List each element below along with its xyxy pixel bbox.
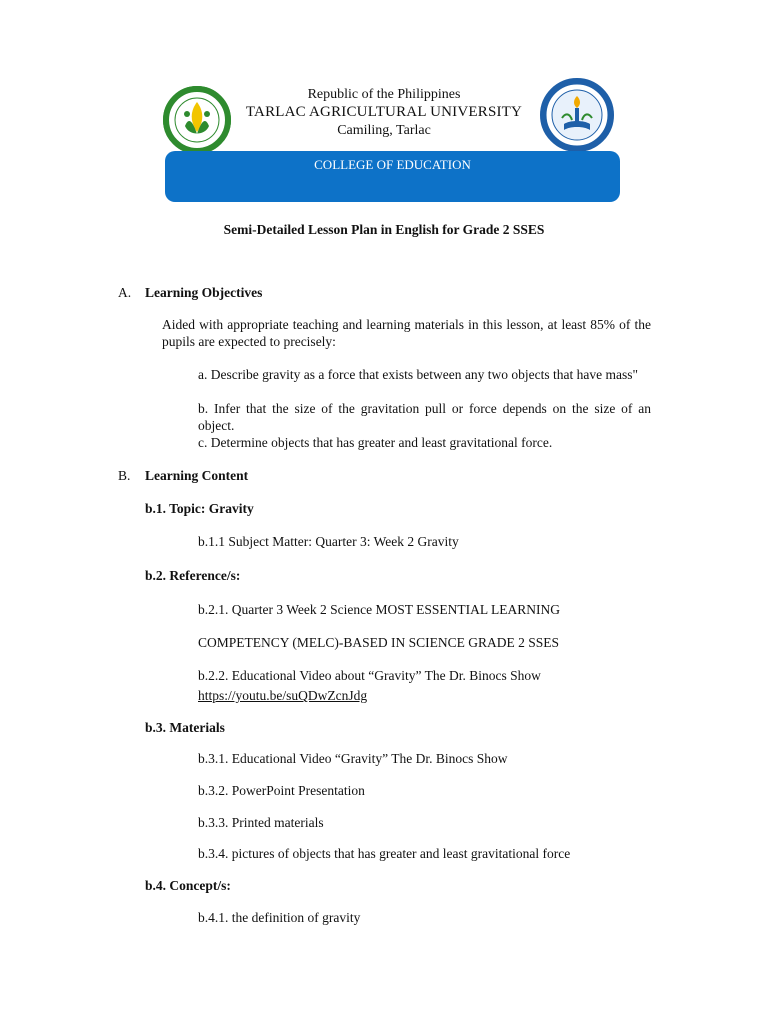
material-item: b.3.1. Educational Video “Gravity” The Dr. Binocs Show bbox=[198, 751, 508, 766]
reference-1-line-2: COMPETENCY (MELC)-BASED IN SCIENCE GRADE 2 SSES bbox=[198, 635, 560, 650]
topic-heading: b.1. Topic: Gravity bbox=[145, 501, 254, 516]
material-item: b.3.2. PowerPoint Presentation bbox=[198, 783, 365, 798]
objective-c: c. Determine objects that has greater and least gravitational force. bbox=[198, 435, 553, 450]
concepts-heading: b.4. Concept/s: bbox=[145, 878, 231, 893]
college-banner bbox=[165, 151, 620, 202]
university-name: TARLAC AGRICULTURAL UNIVERSITY bbox=[245, 104, 523, 120]
objectives-intro: Aided with appropriate teaching and learning materials in this lesson, at least 85% of the pupils are expected to precisely: bbox=[162, 317, 651, 349]
material-item: b.3.3. Printed materials bbox=[198, 815, 324, 830]
reference-2-link[interactable]: https://youtu.be/suQDwZcnJdg bbox=[198, 688, 368, 703]
reference-2: b.2.2. Educational Video about “Gravity” The Dr. Binocs Show bbox=[198, 668, 541, 683]
reference-1-line-1: b.2.1. Quarter 3 Week 2 Science MOST ESSENTIAL LEARNING bbox=[198, 602, 560, 617]
republic-heading: Republic of the Philippines bbox=[307, 87, 461, 102]
section-b-letter: B. bbox=[118, 468, 131, 483]
concept-item: b.4.1. the definition of gravity bbox=[198, 910, 361, 925]
references-heading: b.2. Reference/s: bbox=[145, 568, 241, 583]
college-banner-label: COLLEGE OF EDUCATION bbox=[314, 157, 471, 172]
materials-heading: b.3. Materials bbox=[145, 720, 225, 735]
university-location: Camiling, Tarlac bbox=[337, 123, 431, 138]
subject-matter: b.1.1 Subject Matter: Quarter 3: Week 2 Gravity bbox=[198, 534, 459, 549]
material-item: b.3.4. pictures of objects that has greater and least gravitational force bbox=[198, 846, 571, 861]
section-a-heading: Learning Objectives bbox=[145, 285, 263, 300]
section-a-letter: A. bbox=[118, 285, 132, 300]
objective-b: b. Infer that the size of the gravitation pull or force depends on the size of an object. bbox=[198, 401, 651, 433]
document-title: Semi-Detailed Lesson Plan in English for Grade 2 SSES bbox=[223, 222, 545, 237]
objective-a: a. Describe gravity as a force that exists between any two objects that have mass" bbox=[198, 367, 638, 382]
section-b-heading: Learning Content bbox=[145, 468, 249, 483]
